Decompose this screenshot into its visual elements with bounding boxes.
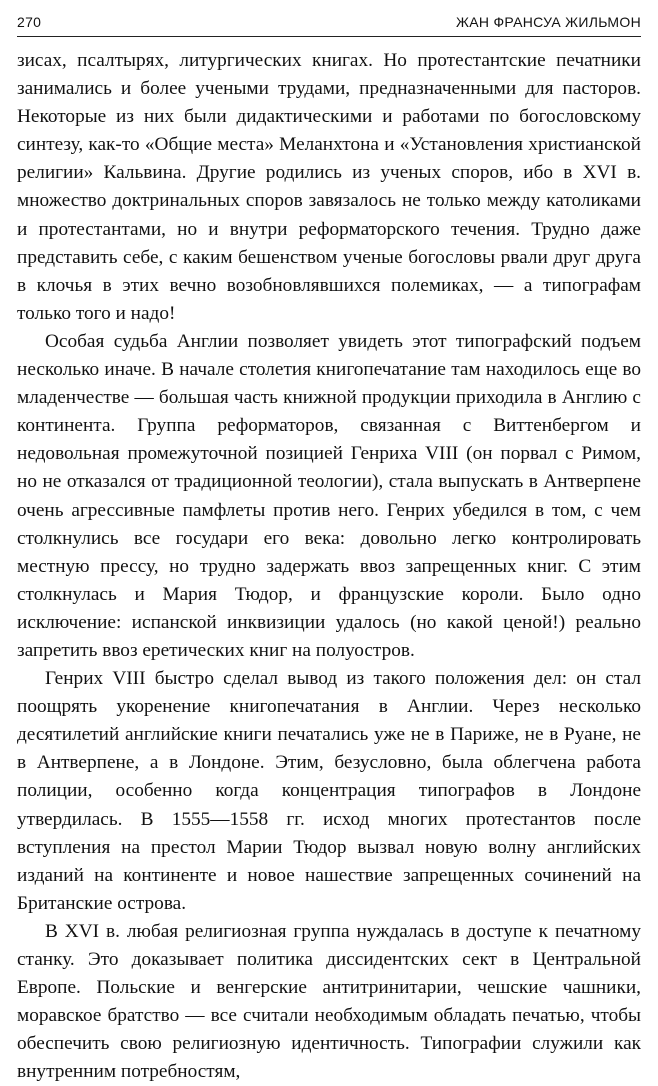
paragraph-continuation: зисах, псалтырях, литургических книгах. Но протестантские печатники занимались и более учеными трудами, предназначенными для пасторов. Некоторые из них были дидактическими и работами по богословскому синтезу, как-то «Общие места» Меланхтона и «Установления христианской религии» Кальвина. Другие родились из ученых споров, ибо в XVI в. множество доктринальных споров завязалось не только между католиками и протестантами, но и внутри реформаторского течения. Трудно даже представить себе, с каким бешенством ученые богословы рвали друг друга в клочья в этих вечно возобновлявшихся полемиках, — а типографам только того и надо!: [17, 50, 641, 324]
paragraph-henry-viii: Генрих VIII быстро сделал вывод из такого положения дел: он стал поощрять укоренение книгопечатания в Англии. Через несколько десятилетий английские книги печатались уже не в Париже, не в Руане, не в Антверпене, а в Лондоне. Этим, безусловно, была облегчена работа полиции, особенно когда концентрация типографов в Лондоне утвердилась. В 1555—1558 гг. исход многих протестантов после вступления на престол Марии Тюдор вызвал новую волну английских изданий на континенте и новое нашествие запрещенных сочинений на Британские острова.: [17, 668, 641, 914]
page-number: 270: [17, 14, 42, 30]
body-text: [17, 47, 641, 1086]
book-page: [17, 6, 641, 1083]
paragraph-england: Особая судьба Англии позволяет увидеть этот типографский подъем несколько иначе. В начале столетия книгопечатание там находилось еще во младенчестве — большая часть книжной продукции приходила в Англию с континента. Группа реформаторов, связанная с Виттенбергом и недовольная промежуточной позицией Генриха VIII (он порвал с Римом, но не отказался от традиционной теологии), стала выпускать в Антверпене очень агрессивные памфлеты против него. Генрих убедился в том, с чем столкнулись все государи его века: довольно легко контролировать местную прессу, но трудно задержать ввоз запрещенных книг. С этим столкнулась и Мария Тюдор, и французские короли. Было одно исключение: испанской инквизиции удалось (но какой ценой!) реально запретить ввоз еретических книг на полуостров.: [17, 330, 641, 661]
paragraph-religious-groups: В XVI в. любая религиозная группа нуждалась в доступе к печатному станку. Это доказывает политика диссидентских сект в Центральной Европе. Польские и венгерские антитринитарии, чешские чашники, моравское братство — все считали необходимым обладать печатью, чтобы обеспечить свою религиозную идентичность. Типографии служили как внутренним потребностям,: [17, 920, 641, 1083]
running-head: [17, 6, 641, 37]
running-head-author: ЖАН ФРАНСУА ЖИЛЬМОН: [455, 14, 641, 30]
